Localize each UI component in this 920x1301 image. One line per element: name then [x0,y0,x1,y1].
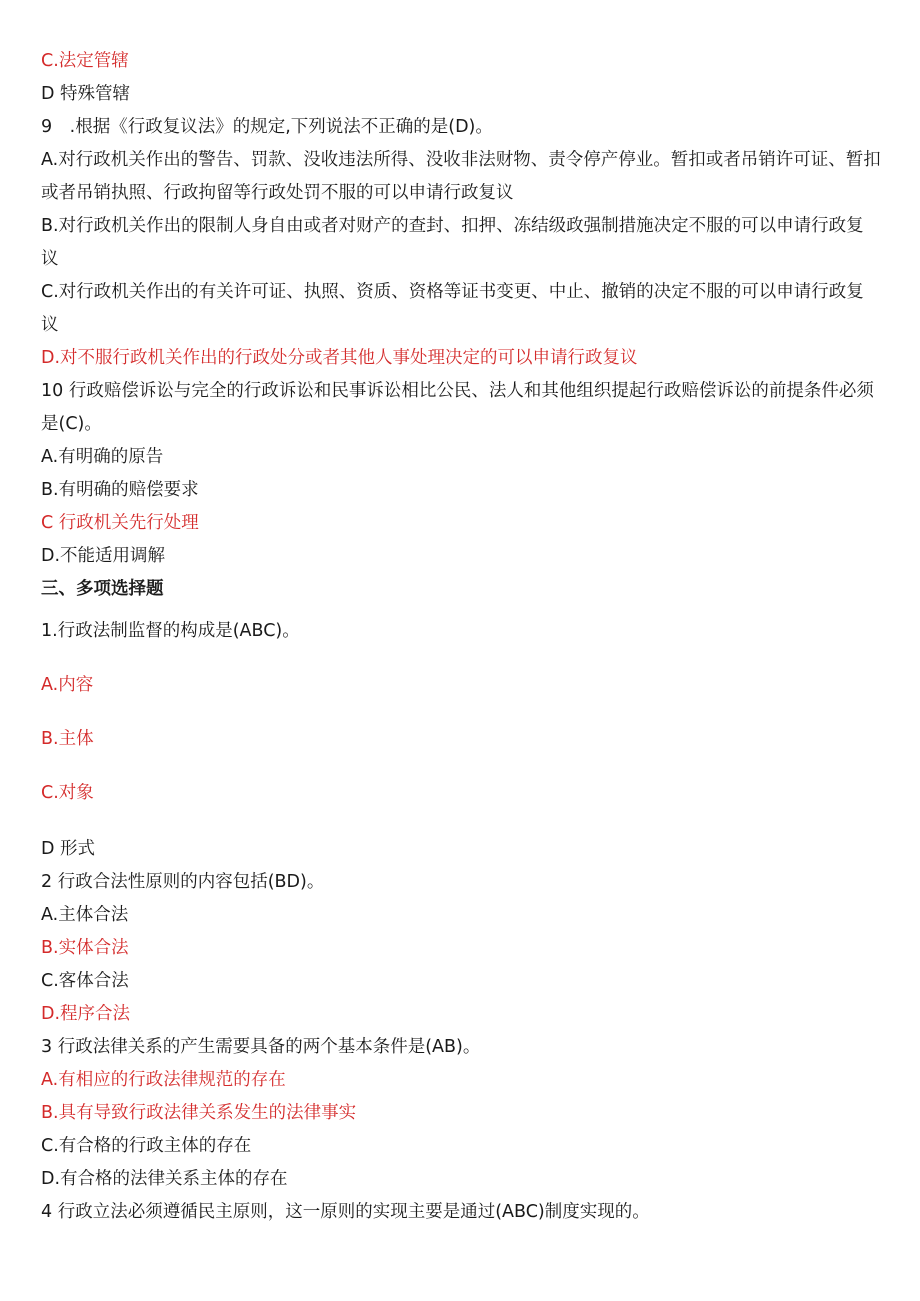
answer-option-line: A.有相应的行政法律规范的存在 [41,1070,286,1090]
question-line: 4 行政立法必须遵循民主原则，这一原则的实现主要是通过(ABC)制度实现的。 [41,1202,650,1222]
option-paragraph: A.对行政机关作出的警告、罚款、没收违法所得、没收非法财物、责令停产停业。暂扣或者吊销许可证、暂扣或者吊销执照、行政拘留等行政处罚不服的可以申请行政复议 [41,150,881,203]
option-line: D.不能适用调解 [41,546,166,566]
document-page [41,45,881,1229]
answer-option-line: B.主体 [41,729,94,749]
option-line: D.有合格的法律关系主体的存在 [41,1169,288,1189]
option-line: D 形式 [41,839,96,859]
answer-option-line: B.具有导致行政法律关系发生的法律事实 [41,1103,357,1123]
answer-option-line: C 行政机关先行处理 [41,513,199,533]
option-paragraph: C.对行政机关作出的有关许可证、执照、资质、资格等证书变更、中止、撤销的决定不服的可以申请行政复议 [41,282,864,335]
question-line: 3 行政法律关系的产生需要具备的两个基本条件是(AB)。 [41,1037,481,1057]
answer-option-line: C.法定管辖 [41,51,129,71]
option-line: B.有明确的赔偿要求 [41,480,199,500]
option-paragraph: B.对行政机关作出的限制人身自由或者对财产的查封、扣押、冻结级政强制措施决定不服的可以申请行政复议 [41,216,864,269]
answer-option-line: B.实体合法 [41,938,129,958]
answer-option-line: A.内容 [41,675,94,695]
question-line: 1.行政法制监督的构成是(ABC)。 [41,621,300,641]
question-line: 9 .根据《行政复议法》的规定,下列说法不正确的是(D)。 [41,117,493,137]
option-line: A.有明确的原告 [41,447,164,467]
answer-option-line: C.对象 [41,783,94,803]
option-line: A.主体合法 [41,905,129,925]
option-line: C.客体合法 [41,971,129,991]
question-paragraph: 10 行政赔偿诉讼与完全的行政诉讼和民事诉讼相比公民、法人和其他组织提起行政赔偿诉讼的前提条件必须是(C)。 [41,381,874,434]
option-line: D 特殊管辖 [41,84,131,104]
question-line: 2 行政合法性原则的内容包括(BD)。 [41,872,325,892]
answer-option-line: D.程序合法 [41,1004,131,1024]
option-line: C.有合格的行政主体的存在 [41,1136,252,1156]
answer-option-line: D.对不服行政机关作出的行政处分或者其他人事处理决定的可以申请行政复议 [41,348,638,368]
section-heading: 三、多项选择题 [41,579,164,599]
